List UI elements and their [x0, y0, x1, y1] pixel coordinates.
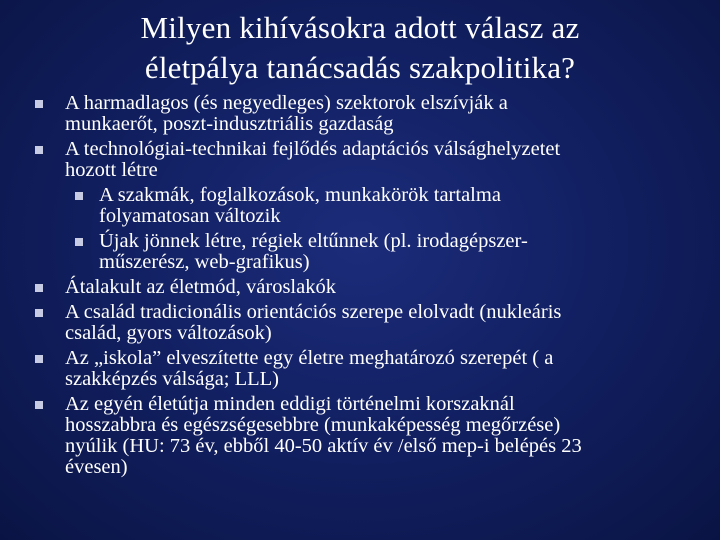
bullet-item	[30, 93, 690, 135]
sub-bullet-text: folyamatosan változik	[99, 205, 281, 227]
bullet-text: hozott létre	[65, 159, 158, 181]
bullet-text: család, gyors változások)	[65, 322, 272, 344]
sub-bullet-text: műszerész, web-grafikus)	[99, 251, 310, 273]
bullet-text: A harmadlagos (és negyedleges) szektorok elszívják a	[65, 92, 508, 114]
sub-bullet-item	[30, 231, 690, 273]
bullet-item	[30, 302, 690, 344]
bullet-text: évesen)	[65, 456, 128, 478]
title-line: Milyen kihívásokra adott válasz az	[140, 10, 580, 45]
bullet-text: munkaerőt, poszt-indusztriális gazdaság	[65, 113, 394, 135]
bullet-text: szakképzés válsága; LLL)	[65, 368, 280, 390]
slide-title	[60, 8, 660, 88]
square-bullet-icon	[35, 146, 43, 154]
bullet-item	[30, 139, 690, 181]
sub-bullet-text: Újak jönnek létre, régiek eltűnnek (pl. irodagépszer-	[99, 230, 528, 252]
square-bullet-icon	[35, 284, 43, 292]
bullet-list	[30, 93, 690, 482]
bullet-item	[30, 277, 690, 298]
square-bullet-icon	[35, 309, 43, 317]
bullet-item	[30, 348, 690, 390]
sub-bullet-text: A szakmák, foglalkozások, munkakörök tartalma	[99, 184, 501, 206]
bullet-text: nyúlik (HU: 73 év, ebből 40-50 aktív év /első mep-i belépés 23	[65, 435, 582, 457]
square-bullet-icon	[35, 100, 43, 108]
bullet-text: A család tradicionális orientációs szerepe elolvadt (nukleáris	[65, 301, 562, 323]
bullet-text: Az „iskola” elveszítette egy életre meghatározó szerepét ( a	[65, 347, 554, 369]
square-bullet-icon	[35, 401, 43, 409]
bullet-item	[30, 394, 690, 478]
bullet-text: Az egyén életútja minden eddigi történelmi korszaknál	[65, 393, 515, 415]
bullet-text: hosszabbra és egészségesebbre (munkaképesség megőrzése)	[65, 414, 561, 436]
square-bullet-icon	[35, 355, 43, 363]
sub-bullet-item	[30, 185, 690, 227]
bullet-text: Átalakult az életmód, városlakók	[65, 276, 336, 298]
square-bullet-icon	[75, 192, 83, 200]
bullet-text: A technológiai-technikai fejlődés adaptációs válsághelyzetet	[65, 138, 561, 160]
square-bullet-icon	[75, 238, 83, 246]
title-line: életpálya tanácsadás szakpolitika?	[144, 50, 576, 85]
